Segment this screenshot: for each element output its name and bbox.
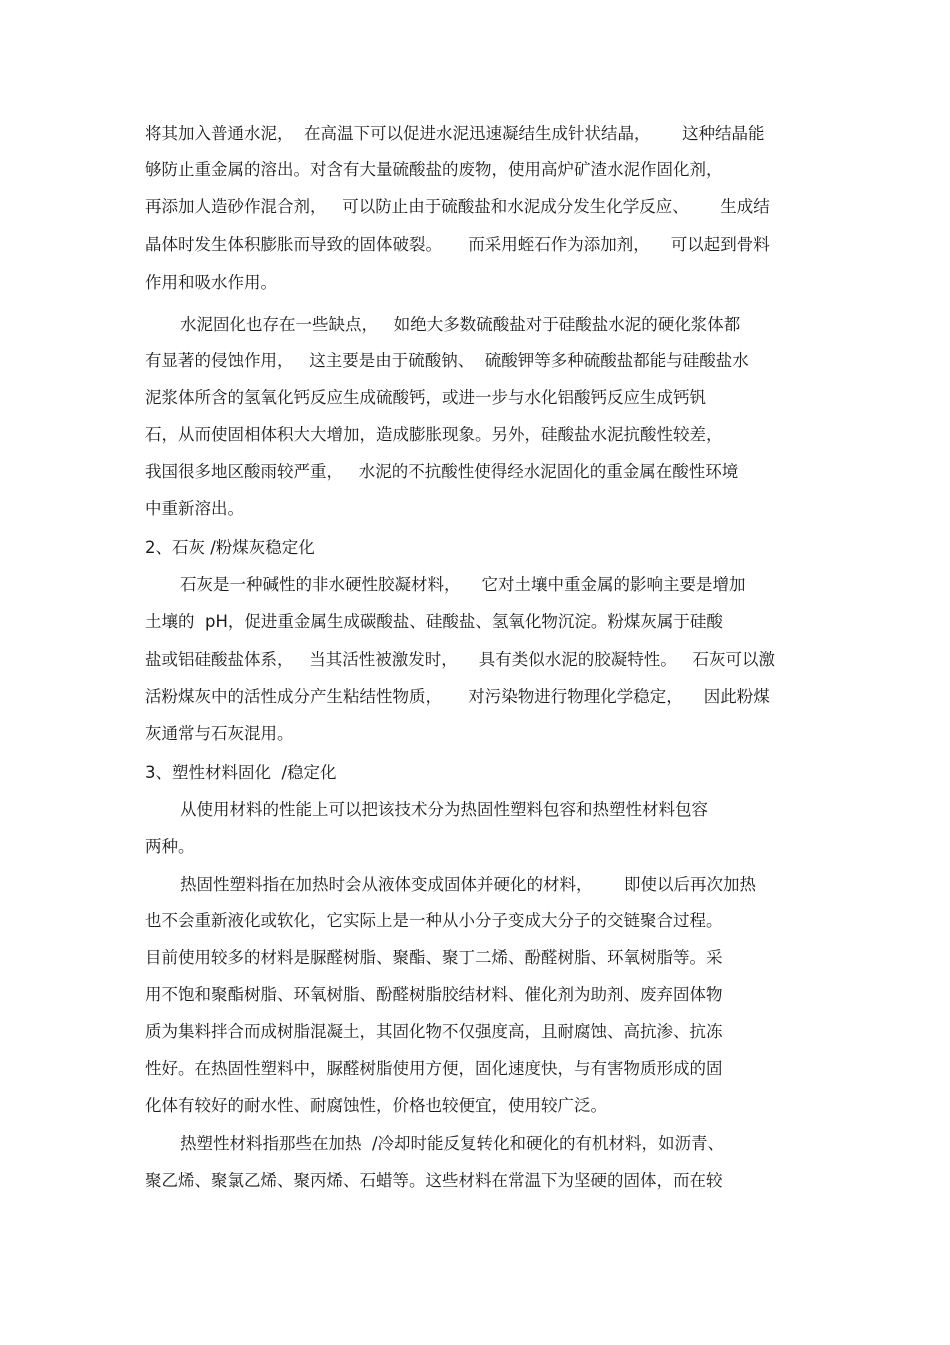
text-line: 质为集料拌合而成树脂混凝土，其固化物不仅强度高，且耐腐蚀、高抗渗、抗冻 xyxy=(145,1022,723,1041)
text-line: 中重新溶出。 xyxy=(145,499,244,518)
text-line: 石，从而使固相体积大大增加，造成膨胀现象。另外，硅酸盐水泥抗酸性较差， xyxy=(145,425,723,444)
text-line: 目前使用较多的材料是脲醛树脂、聚酯、聚丁二烯、酚醛树脂、环氧树脂等。采 xyxy=(145,948,723,967)
text-line: 作用和吸水作用。 xyxy=(145,273,277,292)
text-line: 活粉煤灰中的活性成分产生粘结性物质， 对污染物进行物理化学稳定， 因此粉煤 xyxy=(145,687,770,706)
text-line: 将其加入普通水泥， 在高温下可以促进水泥迅速凝结生成针状结晶， 这种结晶能 xyxy=(145,124,765,143)
text-line: 化体有较好的耐水性、耐腐蚀性，价格也较便宜，使用较广泛。 xyxy=(145,1096,607,1115)
text-line: 灰通常与石灰混用。 xyxy=(145,724,294,743)
paragraph-first-line: 热塑性材料指那些在加热 /冷却时能反复转化和硬化的有机材料，如沥青、 xyxy=(180,1134,725,1153)
paragraph-first-line: 从使用材料的性能上可以把该技术分为热固性塑料包容和热塑性材料包容 xyxy=(180,800,708,819)
text-line: 够防止重金属的溶出。对含有大量硫酸盐的废物，使用高炉矿渣水泥作固化剂， xyxy=(145,160,723,179)
text-line: 晶体时发生体积膨胀而导致的固体破裂。 而采用蛭石作为添加剂， 可以起到骨料 xyxy=(145,235,770,254)
text-line: 我国很多地区酸雨较严重， 水泥的不抗酸性使得经水泥固化的重金属在酸性环境 xyxy=(145,462,739,481)
text-line: 用不饱和聚酯树脂、环氧树脂、酚醛树脂胶结材料、催化剂为助剂、废弃固体物 xyxy=(145,985,723,1004)
paragraph-first-line: 石灰是一种碱性的非水硬性胶凝材料， 它对土壤中重金属的影响主要是增加 xyxy=(180,575,746,594)
text-line: 聚乙烯、聚氯乙烯、聚丙烯、石蜡等。这些材料在常温下为坚硬的固体，而在较 xyxy=(145,1171,723,1190)
section-heading: 2、石灰 /粉煤灰稳定化 xyxy=(145,538,315,557)
paragraph-first-line: 热固性塑料指在加热时会从液体变成固体并硬化的材料， 即使以后再次加热 xyxy=(180,875,756,894)
section-heading: 3、塑性材料固化 /稳定化 xyxy=(145,763,337,782)
text-line: 泥浆体所含的氢氧化钙反应生成硫酸钙，或进一步与水化铝酸钙反应生成钙钒 xyxy=(145,388,706,407)
text-line: 性好。在热固性塑料中，脲醛树脂使用方便，固化速度快，与有害物质形成的固 xyxy=(145,1059,723,1078)
text-line: 也不会重新液化或软化，它实际上是一种从小分子变成大分子的交链聚合过程。 xyxy=(145,911,723,930)
text-line: 盐或铝硅酸盐体系， 当其活性被激发时， 具有类似水泥的胶凝特性。 石灰可以激 xyxy=(145,650,775,669)
text-line: 有显著的侵蚀作用， 这主要是由于硫酸钠、 硫酸钾等多种硫酸盐都能与硅酸盐水 xyxy=(145,351,749,370)
paragraph-first-line: 水泥固化也存在一些缺点， 如绝大多数硫酸盐对于硅酸盐水泥的硬化浆体都 xyxy=(180,315,741,334)
text-line: 土壤的 pH，促进重金属生成碳酸盐、硅酸盐、氢氧化物沉淀。粉煤灰属于硅酸 xyxy=(145,612,723,631)
text-line: 再添加人造砂作混合剂， 可以防止由于硫酸盐和水泥成分发生化学反应、 生成结 xyxy=(145,197,770,216)
text-line: 两种。 xyxy=(145,837,195,856)
